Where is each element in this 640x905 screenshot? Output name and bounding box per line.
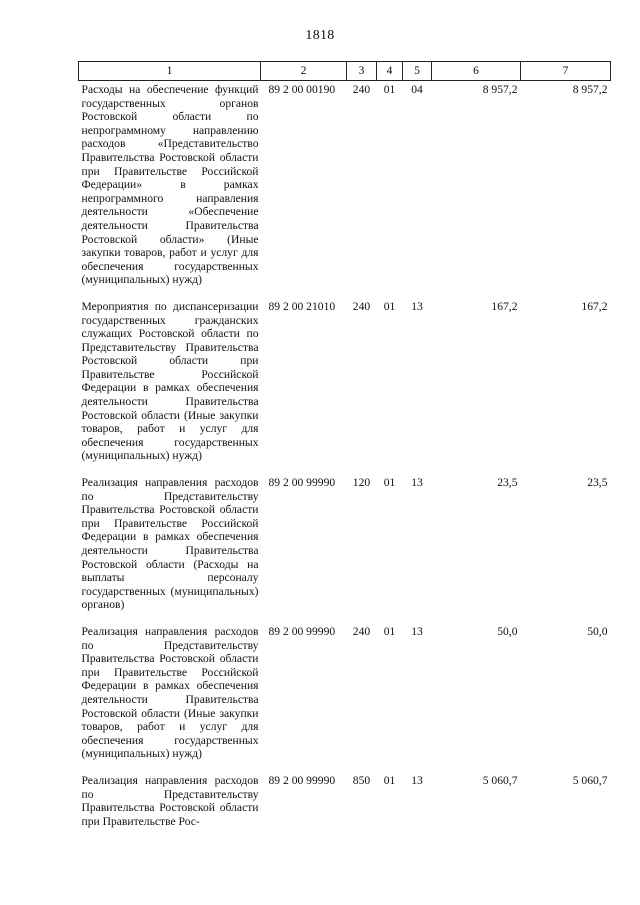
row-code: 89 2 00 99990 (268, 476, 336, 490)
header-col-1: 1 (79, 62, 261, 81)
row-amount-7: 5 060,7 (572, 773, 608, 787)
row-amount-6: 50,0 (497, 624, 518, 638)
table-row (79, 774, 611, 841)
row-code: 89 2 00 99990 (268, 624, 336, 638)
header-col-5: 5 (403, 62, 432, 81)
row-pr: 13 (411, 299, 423, 313)
row-vr: 240 (352, 299, 371, 313)
header-col-2: 2 (261, 62, 347, 81)
row-vr: 240 (352, 624, 371, 638)
row-amount-6: 5 060,7 (482, 773, 518, 787)
row-amount-7: 50,0 (587, 624, 608, 638)
row-vr: 240 (352, 83, 371, 96)
row-amount-7: 23,5 (587, 476, 608, 490)
row-name: Реализация направления расходов по Представительству Правительства Ростовской области при Правительстве Рос- (81, 773, 259, 828)
header-col-3: 3 (347, 62, 377, 81)
row-code: 89 2 00 00190 (268, 83, 336, 96)
row-name: Реализация направления расходов по Представительству Правительства Ростовской области при Правительстве Российской Федерации в рамках обеспечения деятельности Правительства Ростовской области (Иные закупки товаров, работ и услуг для обеспечения государственных (муниципальных) нужд) (81, 624, 259, 761)
row-amount-6: 167,2 (491, 299, 518, 313)
row-amount-7: 167,2 (581, 299, 608, 313)
header-col-7: 7 (521, 62, 611, 81)
row-pr: 13 (411, 773, 423, 787)
header-row (79, 62, 611, 81)
row-vr: 850 (352, 773, 371, 787)
row-amount-7: 8 957,2 (572, 83, 608, 96)
row-pr: 13 (411, 476, 423, 490)
row-name: Мероприятия по диспансеризации государственных гражданских служащих Ростовской области по Представительству Правительства Ростовской области при Правительстве Российской Федерации в рамках обеспечения деятельности Правительства Ростовской области (Иные закупки товаров, работ и услуг для обеспечения государственных (муниципальных) нужд) (81, 299, 259, 463)
header-col-4: 4 (377, 62, 403, 81)
budget-table (78, 61, 611, 841)
table-body (79, 81, 611, 842)
row-rz: 01 (383, 624, 396, 638)
row-amount-6: 23,5 (497, 476, 518, 490)
row-rz: 01 (383, 299, 396, 313)
table-row (79, 81, 611, 300)
row-name: Расходы на обеспечение функций государственных органов Ростовской области по непрограммному направлению расходов «Представительство Правительства Ростовской области при Правительстве Российской Федерации» в рамках непрограммного направления деятельности «Обеспечение деятельности Правительства Ростовской области» (Иные закупки товаров, работ и услуг для обеспечения государственных (муниципальных) нужд) (81, 83, 259, 287)
page-number: 1818 (305, 28, 335, 43)
row-rz: 01 (383, 83, 396, 96)
table-row (79, 476, 611, 625)
row-pr: 04 (411, 83, 423, 96)
row-pr: 13 (411, 624, 423, 638)
row-rz: 01 (383, 773, 396, 787)
row-code: 89 2 00 21010 (268, 299, 336, 313)
row-code: 89 2 00 99990 (268, 773, 336, 787)
table-row (79, 625, 611, 774)
row-vr: 120 (352, 476, 371, 490)
row-rz: 01 (383, 476, 396, 490)
header-col-6: 6 (432, 62, 521, 81)
table-row (79, 300, 611, 476)
row-amount-6: 8 957,2 (482, 83, 518, 96)
row-name: Реализация направления расходов по Представительству Правительства Ростовской области при Правительстве Российской Федерации в рамках обеспечения деятельности Правительства Ростовской области (Расходы на выплаты персоналу государственных (муниципальных) органов) (81, 476, 259, 612)
table-header (79, 62, 611, 81)
